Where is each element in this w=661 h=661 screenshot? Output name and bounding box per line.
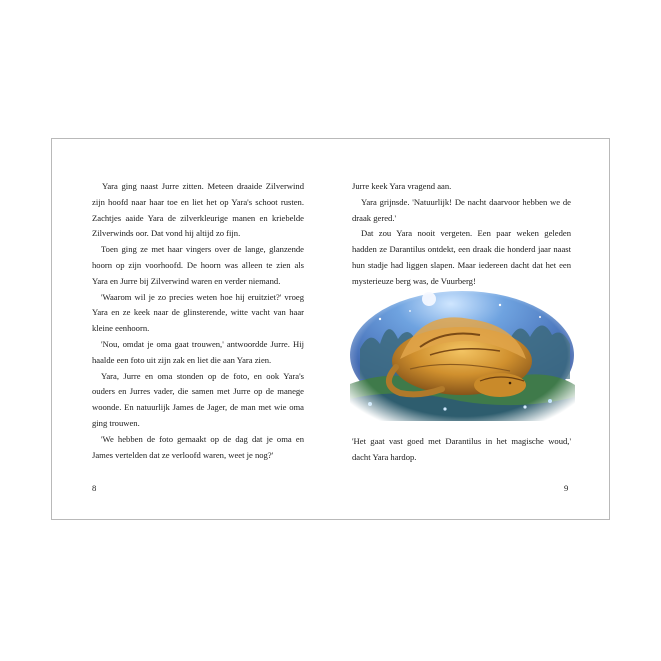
paragraph: Toen ging ze met haar vingers over de lange, glanzende hoorn op zijn voorhoofd. De hoorn was alleen te zien als Yara en Jurre bij Zilverwind waren en verder niemand.: [92, 244, 304, 286]
paragraph: Yara grijnsde. 'Natuurlijk! De nacht daarvoor hebben we de draak gered.': [352, 196, 571, 223]
paragraph: Jurre keek Yara vragend aan.: [352, 181, 452, 191]
right-page: [332, 139, 611, 519]
paragraph: Yara, Jurre en oma stonden op de foto, en ook Yara's ouders en Jurres vader, die samen met Jurre op de manege woonde. En natuurlijk James de Jager, de man met wie oma ging trouwen.: [92, 370, 304, 428]
paragraph: 'We hebben de foto gemaakt op de dag dat je oma en James vertelden dat ze verloofd waren, weet je nog?': [92, 433, 304, 460]
paragraph: 'Nou, omdat je oma gaat trouwen,' antwoordde Jurre. Hij haalde een foto uit zijn zak en liet die aan Yara zien.: [92, 338, 304, 365]
left-page: [52, 139, 332, 519]
sleeping-dragon-image: [350, 289, 575, 421]
right-page-text-top: [352, 179, 571, 290]
page-number-right: 9: [564, 483, 569, 493]
paragraph: 'Het gaat vast goed met Darantilus in het magische woud,' dacht Yara hardop.: [352, 436, 571, 462]
page-number-left: 8: [92, 483, 97, 493]
right-page-text-bottom: [352, 434, 571, 466]
paragraph: Dat zou Yara nooit vergeten. Een paar weken geleden hadden ze Darantilus ontdekt, een draak die honderd jaar naast hun stadje had liggen slapen. Maar iedereen dacht dat het een mysterieuze berg was, de Vuurberg!: [352, 228, 571, 286]
paragraph: 'Waarom wil je zo precies weten hoe hij eruitziet?' vroeg Yara en ze keek naar de glinsterende, witte vacht van haar kleine eenhoorn.: [92, 291, 304, 334]
book-spread: [51, 138, 610, 520]
paragraph: Yara ging naast Jurre zitten. Meteen draaide Zilverwind zijn hoofd naar haar toe en liet het op Yara's schoot rusten. Zachtjes aaide Yara de zilverkleurige manen en kriebelde Zilverwinds oor. Dat vond hij altijd zo fijn.: [92, 181, 304, 239]
left-page-text: [92, 179, 304, 463]
dragon-illustration: [350, 289, 575, 421]
